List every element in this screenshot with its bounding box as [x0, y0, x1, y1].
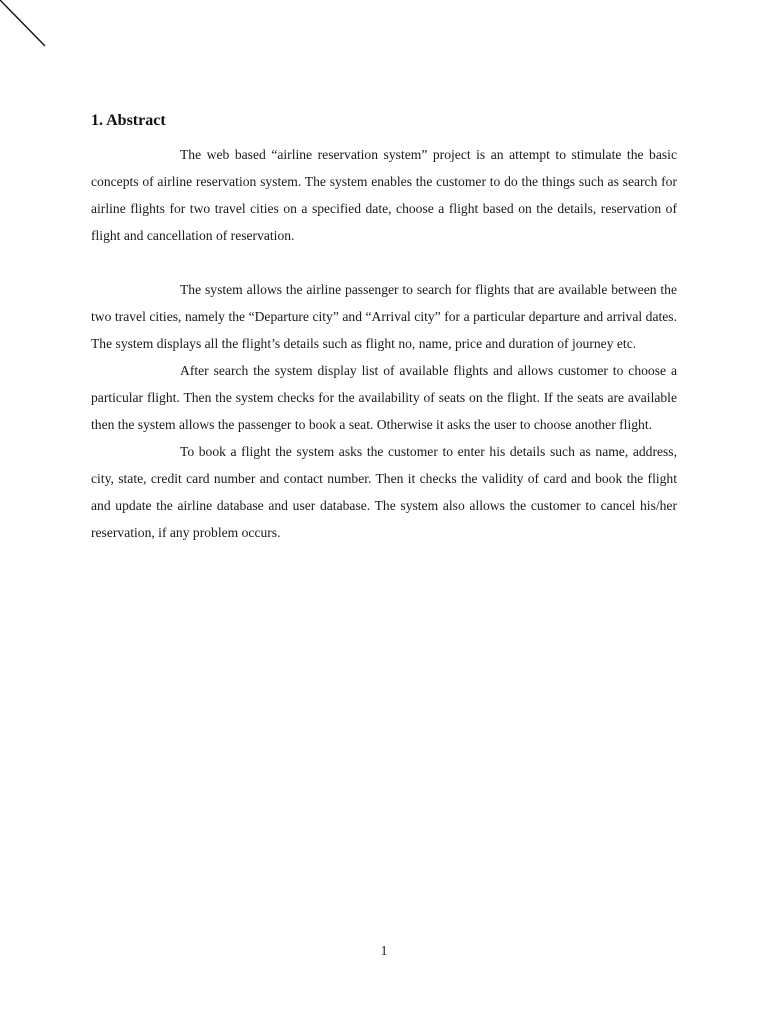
abstract-paragraph: The web based “airline reservation system” project is an attempt to stimulate the basic concepts of airline reservation system. The system enables the customer to do the things such as search for airline flights for two travel cities on a specified date, choose a flight based on the details, reservation of flight and cancellation of reservation.	[91, 147, 677, 243]
page-number: 1	[380, 943, 388, 958]
corner-diagonal-line	[0, 0, 45, 46]
abstract-paragraph: The system allows the airline passenger to search for flights that are available between the two travel cities, namely the “Departure city” and “Arrival city” for a particular departure and arrival dates. The system displays all the flight’s details such as flight no, name, price and duration of journey etc.	[91, 282, 677, 351]
section-heading: 1. Abstract	[91, 112, 166, 129]
abstract-paragraph: To book a flight the system asks the customer to enter his details such as name, address, city, state, credit card number and contact number. Then it checks the validity of card and book the flight and update the airline database and user database. The system also allows the customer to cancel his/her reservation, if any problem occurs.	[91, 444, 677, 540]
corner-crop-mark	[0, 0, 50, 50]
abstract-body	[91, 141, 677, 546]
abstract-paragraph: After search the system display list of available flights and allows customer to choose a particular flight. Then the system checks for the availability of seats on the flight. If the seats are available then the system allows the passenger to book a seat. Otherwise it asks the user to choose another flight.	[91, 363, 677, 432]
